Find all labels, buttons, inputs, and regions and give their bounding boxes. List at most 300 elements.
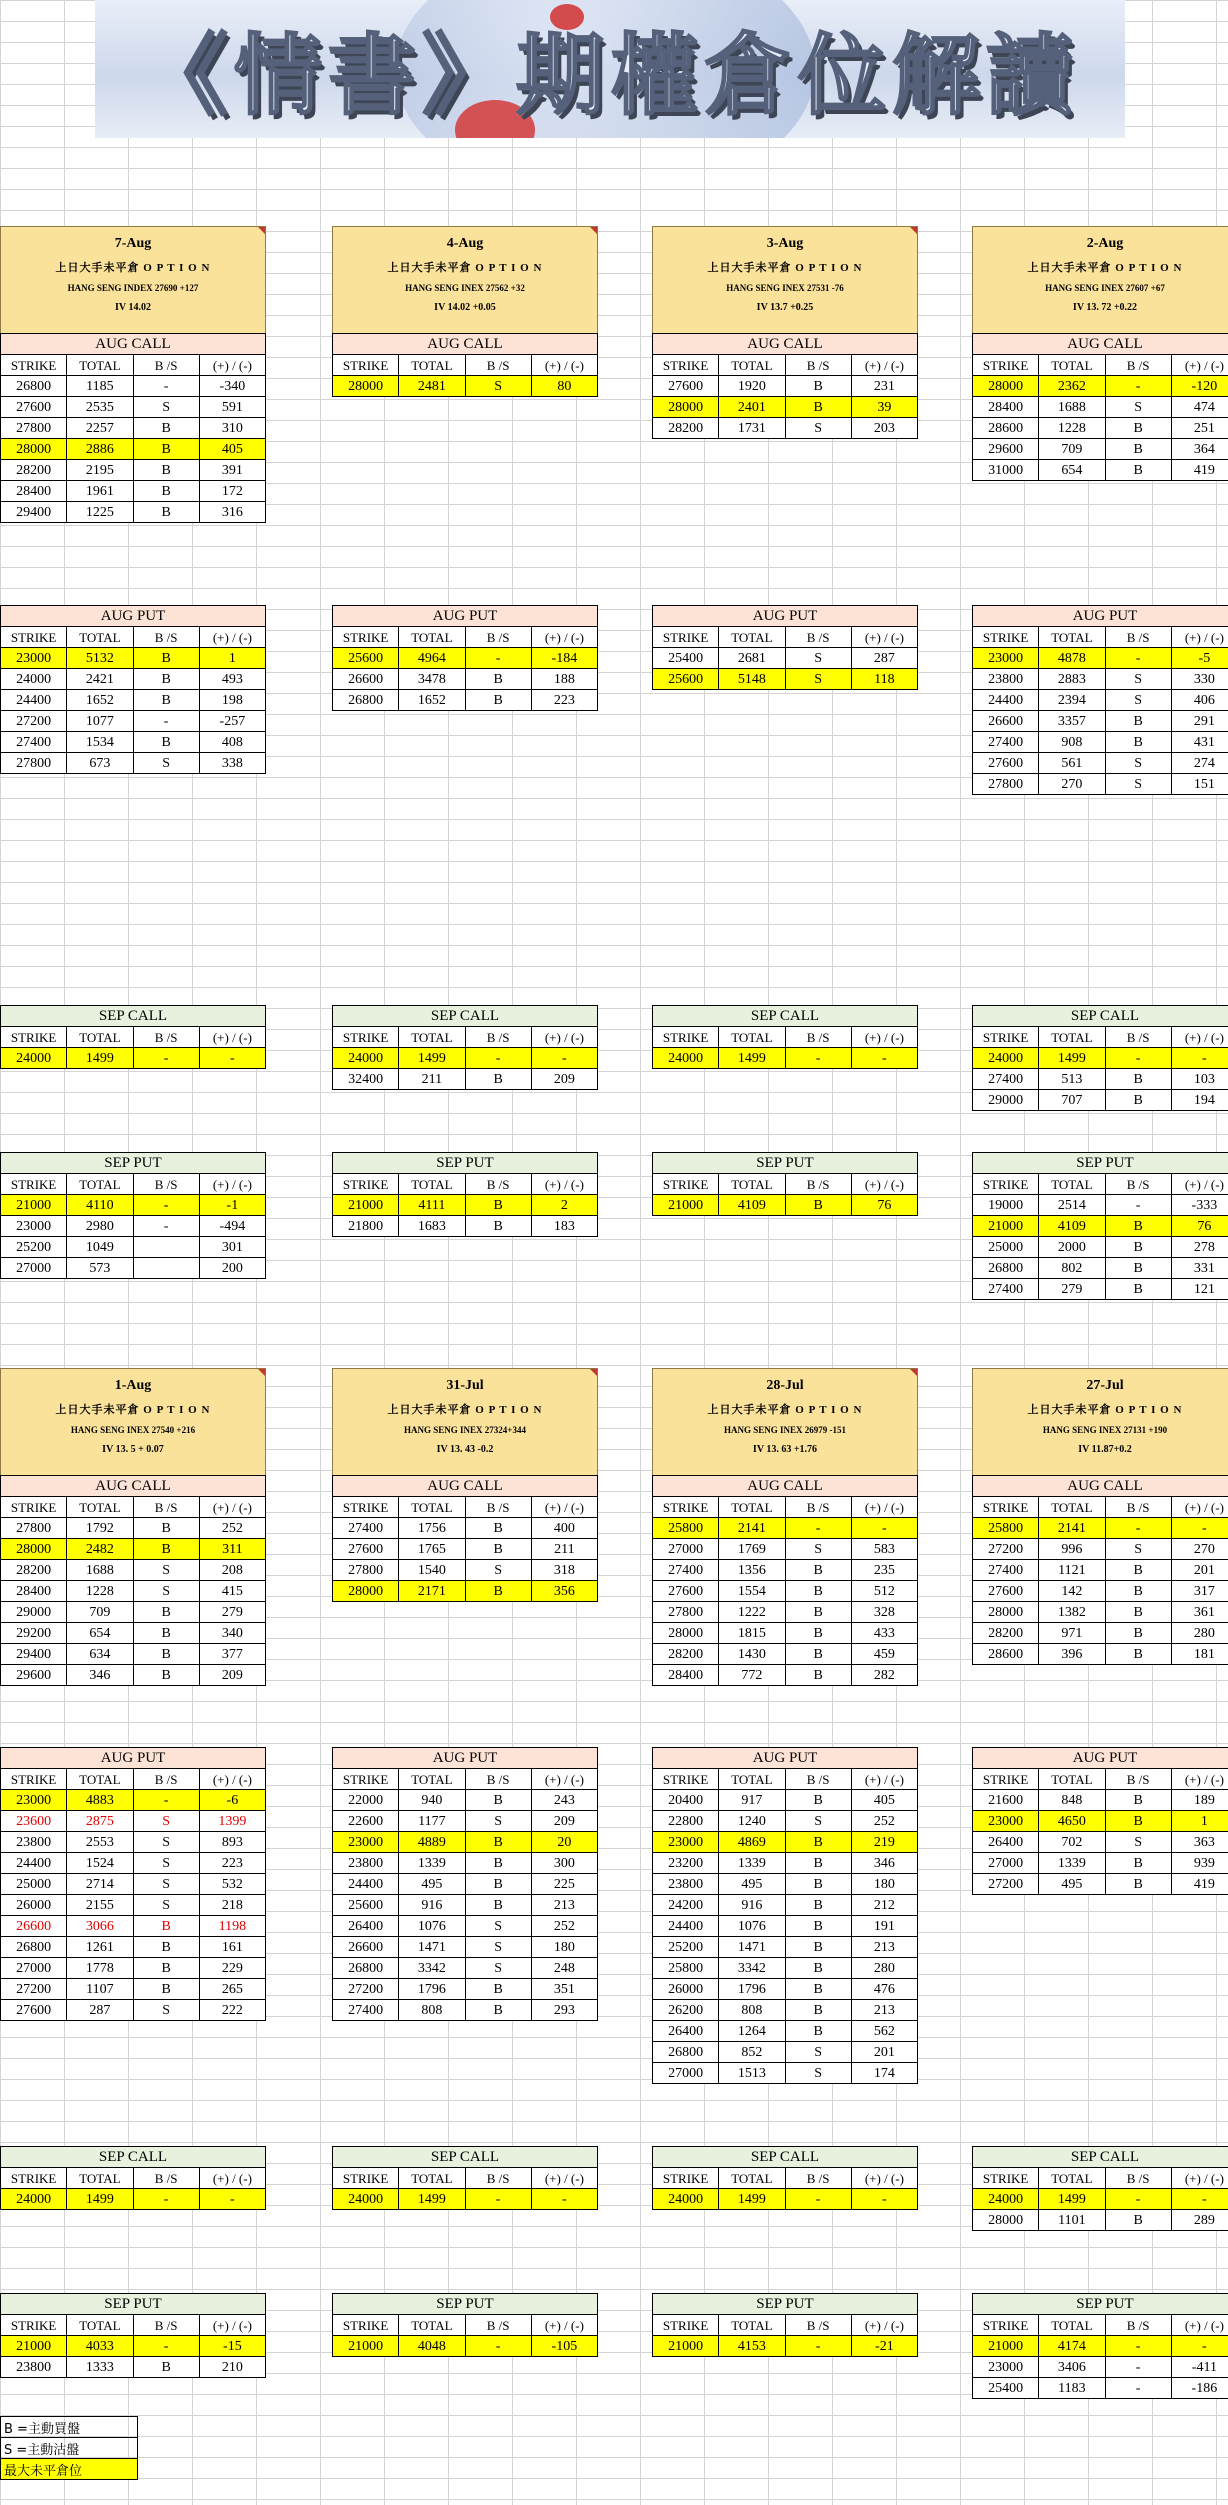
total-header: TOTAL — [1039, 1174, 1105, 1195]
table-title: AUG PUT — [333, 606, 598, 627]
bs-cell: S — [133, 1853, 199, 1874]
change-cell: 223 — [531, 690, 597, 711]
strike-header: STRIKE — [1, 1174, 67, 1195]
total-header: TOTAL — [719, 1027, 785, 1048]
change-cell: 317 — [1171, 1581, 1228, 1602]
strike-cell: 24400 — [1, 690, 67, 711]
bs-cell: B — [1105, 1874, 1171, 1895]
table-row — [973, 418, 1228, 439]
change-cell: 252 — [851, 1811, 917, 1832]
total-cell: 3357 — [1039, 711, 1105, 732]
strike-header: STRIKE — [1, 2315, 67, 2336]
strike-cell: 28000 — [653, 1623, 719, 1644]
change-header: (+) / (-) — [199, 1769, 265, 1790]
bs-header: B /S — [785, 355, 851, 376]
table-row — [1, 1937, 266, 1958]
table-row — [333, 376, 598, 397]
table-row — [333, 1560, 598, 1581]
table-row — [973, 1644, 1228, 1665]
change-cell: 172 — [199, 481, 265, 502]
strike-cell: 27600 — [973, 1581, 1039, 1602]
change-cell: 243 — [531, 1790, 597, 1811]
total-cell: 1961 — [67, 481, 133, 502]
total-cell: 808 — [399, 2000, 465, 2021]
change-cell: 1 — [199, 648, 265, 669]
bs-cell: B — [465, 1581, 531, 1602]
table-title: AUG PUT — [1, 1748, 266, 1769]
strike-header: STRIKE — [333, 1174, 399, 1195]
table-row — [1, 418, 266, 439]
column-header-row — [333, 1174, 598, 1195]
change-cell: - — [531, 2189, 597, 2210]
change-cell: 340 — [199, 1623, 265, 1644]
change-header: (+) / (-) — [199, 1174, 265, 1195]
change-cell: 318 — [531, 1560, 597, 1581]
table-row — [653, 1958, 918, 1979]
bs-cell: B — [1105, 1790, 1171, 1811]
bs-cell: B — [785, 1790, 851, 1811]
bs-cell — [133, 1258, 199, 1279]
bs-cell: B — [465, 669, 531, 690]
change-header: (+) / (-) — [531, 1497, 597, 1518]
table-row — [1, 648, 266, 669]
table-row — [333, 1874, 598, 1895]
total-cell: 1049 — [67, 1237, 133, 1258]
change-cell: -6 — [199, 1790, 265, 1811]
bs-cell: B — [133, 1518, 199, 1539]
strike-cell: 26800 — [333, 1958, 399, 1979]
change-header: (+) / (-) — [1171, 355, 1228, 376]
bs-cell: B — [785, 1665, 851, 1686]
strike-header: STRIKE — [1, 355, 67, 376]
total-header: TOTAL — [399, 1174, 465, 1195]
table-title: SEP PUT — [333, 2294, 598, 2315]
change-cell: 225 — [531, 1874, 597, 1895]
table-row — [653, 1518, 918, 1539]
strike-cell: 29000 — [1, 1602, 67, 1623]
bs-cell: B — [133, 502, 199, 523]
sep-call-table — [332, 1005, 598, 1090]
total-header: TOTAL — [399, 2168, 465, 2189]
bs-cell: B — [133, 1958, 199, 1979]
change-cell: 181 — [1171, 1644, 1228, 1665]
bs-cell: B — [133, 1937, 199, 1958]
strike-cell: 26800 — [333, 690, 399, 711]
change-cell: 391 — [199, 460, 265, 481]
table-row — [1, 1581, 266, 1602]
table-row — [973, 1623, 1228, 1644]
aug-put-table — [332, 1747, 598, 2021]
bs-header: B /S — [785, 1174, 851, 1195]
table-row — [973, 2189, 1228, 2210]
strike-cell: 24000 — [333, 2189, 399, 2210]
bs-cell: B — [1105, 1216, 1171, 1237]
strike-header: STRIKE — [973, 2315, 1039, 2336]
strike-cell: 23000 — [1, 648, 67, 669]
total-header: TOTAL — [1039, 1027, 1105, 1048]
total-cell: 1688 — [1039, 397, 1105, 418]
column-header-row — [333, 1769, 598, 1790]
strike-cell: 25800 — [653, 1958, 719, 1979]
change-header: (+) / (-) — [531, 2168, 597, 2189]
bs-cell: B — [785, 1853, 851, 1874]
hsi-line: HANG SENG INEX 27531 -76 — [726, 283, 844, 293]
total-cell: 4650 — [1039, 1811, 1105, 1832]
bs-cell: B — [465, 1853, 531, 1874]
total-cell: 1339 — [719, 1853, 785, 1874]
strike-cell: 27400 — [1, 732, 67, 753]
aug-call-table — [652, 1475, 918, 1686]
change-header: (+) / (-) — [1171, 1497, 1228, 1518]
table-row — [973, 711, 1228, 732]
sep-call-table — [972, 1005, 1228, 1111]
table-row — [1, 1216, 266, 1237]
total-cell: 634 — [67, 1644, 133, 1665]
total-cell: 1499 — [399, 2189, 465, 2210]
strike-header: STRIKE — [1, 1769, 67, 1790]
change-cell: 279 — [199, 1602, 265, 1623]
aug-call-table — [332, 1475, 598, 1602]
change-cell: 476 — [851, 1979, 917, 2000]
table-row — [1, 1644, 266, 1665]
change-cell: 493 — [199, 669, 265, 690]
total-cell: 1524 — [67, 1853, 133, 1874]
total-cell: 211 — [399, 1069, 465, 1090]
total-cell: 2155 — [67, 1895, 133, 1916]
bs-header: B /S — [465, 2168, 531, 2189]
bs-cell: B — [133, 1979, 199, 2000]
strike-header: STRIKE — [653, 627, 719, 648]
strike-cell: 24400 — [333, 1874, 399, 1895]
change-header: (+) / (-) — [199, 1027, 265, 1048]
change-cell: 211 — [531, 1539, 597, 1560]
strike-cell: 26200 — [653, 2000, 719, 2021]
bs-cell: B — [465, 1539, 531, 1560]
table-title: SEP PUT — [333, 1153, 598, 1174]
strike-cell: 25600 — [333, 648, 399, 669]
strike-header: STRIKE — [973, 627, 1039, 648]
table-row — [1, 2336, 266, 2357]
strike-cell: 24000 — [653, 1048, 719, 1069]
sep-call-table — [0, 2146, 266, 2210]
strike-header: STRIKE — [333, 2168, 399, 2189]
table-row — [653, 1853, 918, 1874]
strike-cell: 26600 — [973, 711, 1039, 732]
table-row — [973, 1048, 1228, 1069]
change-cell: 209 — [531, 1811, 597, 1832]
table-row — [653, 1195, 918, 1216]
aug-put-table — [972, 1747, 1228, 1895]
total-cell: 802 — [1039, 1258, 1105, 1279]
bs-header: B /S — [133, 1769, 199, 1790]
strike-cell: 24000 — [1, 669, 67, 690]
total-cell: 2553 — [67, 1832, 133, 1853]
strike-header: STRIKE — [333, 1497, 399, 1518]
sep-put-table — [332, 2293, 598, 2357]
strike-cell: 28400 — [1, 481, 67, 502]
bs-header: B /S — [465, 1027, 531, 1048]
strike-cell: 24000 — [973, 2189, 1039, 2210]
bs-cell: B — [1105, 1258, 1171, 1279]
total-cell: 4174 — [1039, 2336, 1105, 2357]
total-cell: 1792 — [67, 1518, 133, 1539]
bs-cell: S — [465, 1916, 531, 1937]
strike-cell: 26600 — [1, 1916, 67, 1937]
total-cell: 1499 — [1039, 1048, 1105, 1069]
total-cell: 1356 — [719, 1560, 785, 1581]
table-title: AUG PUT — [973, 1748, 1228, 1769]
column-header-row — [973, 355, 1228, 376]
column-header-row — [333, 1027, 598, 1048]
total-header: TOTAL — [719, 627, 785, 648]
total-cell: 4889 — [399, 1832, 465, 1853]
bs-header: B /S — [785, 1497, 851, 1518]
strike-cell: 23000 — [333, 1832, 399, 1853]
bs-header: B /S — [465, 1497, 531, 1518]
sep-call-table — [972, 2146, 1228, 2231]
table-row — [333, 1937, 598, 1958]
change-cell: 231 — [851, 376, 917, 397]
table-row — [1, 1853, 266, 1874]
change-cell: 406 — [1171, 690, 1228, 711]
column-header-row — [973, 1497, 1228, 1518]
table-row — [1, 376, 266, 397]
table-row — [1, 1560, 266, 1581]
sep-put-table — [972, 1152, 1228, 1300]
table-row — [333, 2000, 598, 2021]
change-header: (+) / (-) — [851, 1497, 917, 1518]
table-row — [973, 1279, 1228, 1300]
change-cell: 118 — [851, 669, 917, 690]
table-row — [1, 1979, 266, 2000]
strike-cell: 23000 — [1, 1216, 67, 1237]
table-title: SEP CALL — [653, 1006, 918, 1027]
strike-cell: 27800 — [1, 753, 67, 774]
strike-cell: 26800 — [653, 2042, 719, 2063]
banner-title: 《情書》期權倉位解讀 — [139, 24, 1080, 127]
bs-cell: B — [785, 1602, 851, 1623]
change-cell: 419 — [1171, 460, 1228, 481]
table-title: SEP PUT — [1, 1153, 266, 1174]
bs-cell: S — [785, 2063, 851, 2084]
day-header — [972, 226, 1228, 336]
total-cell: 1076 — [399, 1916, 465, 1937]
total-header: TOTAL — [719, 1497, 785, 1518]
bs-header: B /S — [133, 2315, 199, 2336]
bs-cell: B — [465, 1895, 531, 1916]
bs-cell: B — [1105, 711, 1171, 732]
change-cell: 180 — [851, 1874, 917, 1895]
total-cell: 4048 — [399, 2336, 465, 2357]
change-cell: 151 — [1171, 774, 1228, 795]
table-row — [653, 1895, 918, 1916]
bs-cell: S — [1105, 1539, 1171, 1560]
total-cell: 3478 — [399, 669, 465, 690]
bs-cell: - — [133, 1216, 199, 1237]
total-cell: 2714 — [67, 1874, 133, 1895]
total-header: TOTAL — [719, 2168, 785, 2189]
column-header-row — [653, 1497, 918, 1518]
change-header: (+) / (-) — [851, 2168, 917, 2189]
table-row — [333, 1539, 598, 1560]
total-cell: 1185 — [67, 376, 133, 397]
column-header-row — [973, 1769, 1228, 1790]
bs-header: B /S — [1105, 2168, 1171, 2189]
bs-cell: - — [465, 2336, 531, 2357]
table-row — [1, 2357, 266, 2378]
change-cell: 188 — [531, 669, 597, 690]
total-cell: 1513 — [719, 2063, 785, 2084]
change-cell: -1 — [199, 1195, 265, 1216]
change-header: (+) / (-) — [851, 1027, 917, 1048]
change-cell: 291 — [1171, 711, 1228, 732]
table-row — [1, 669, 266, 690]
bs-cell: S — [133, 397, 199, 418]
total-cell: 4110 — [67, 1195, 133, 1216]
table-row — [973, 376, 1228, 397]
table-row — [653, 1665, 918, 1686]
strike-cell: 27800 — [333, 1560, 399, 1581]
strike-cell: 27600 — [333, 1539, 399, 1560]
total-cell: 848 — [1039, 1790, 1105, 1811]
sep-put-table — [972, 2293, 1228, 2399]
change-header: (+) / (-) — [1171, 627, 1228, 648]
change-cell: -340 — [199, 376, 265, 397]
bs-cell: B — [1105, 439, 1171, 460]
strike-cell: 23000 — [973, 2357, 1039, 2378]
iv-line: IV 13. 5 + 0.07 — [102, 1444, 164, 1455]
total-cell: 4153 — [719, 2336, 785, 2357]
total-cell: 4109 — [1039, 1216, 1105, 1237]
strike-cell: 26400 — [653, 2021, 719, 2042]
change-cell: - — [1171, 2336, 1228, 2357]
change-cell: 270 — [1171, 1539, 1228, 1560]
bs-cell: B — [1105, 1237, 1171, 1258]
total-cell: 1076 — [719, 1916, 785, 1937]
column-header-row — [653, 1769, 918, 1790]
strike-header: STRIKE — [973, 1027, 1039, 1048]
strike-cell: 28000 — [333, 376, 399, 397]
total-cell: 1228 — [1039, 418, 1105, 439]
change-cell: 213 — [851, 1937, 917, 1958]
day-date: 4-Aug — [446, 236, 484, 251]
change-cell: 203 — [851, 418, 917, 439]
strike-cell: 28600 — [973, 418, 1039, 439]
strike-cell: 28400 — [1, 1581, 67, 1602]
change-header: (+) / (-) — [199, 627, 265, 648]
table-title: SEP CALL — [653, 2147, 918, 2168]
total-cell: 1339 — [1039, 1853, 1105, 1874]
sep-put-table — [652, 1152, 918, 1216]
table-row — [1, 1195, 266, 1216]
table-row — [653, 1602, 918, 1623]
strike-header: STRIKE — [973, 1497, 1039, 1518]
total-header: TOTAL — [67, 355, 133, 376]
change-cell: 194 — [1171, 1090, 1228, 1111]
change-cell: 1198 — [199, 1916, 265, 1937]
change-cell: 328 — [851, 1602, 917, 1623]
change-cell: 280 — [1171, 1623, 1228, 1644]
bs-cell: - — [1105, 2189, 1171, 2210]
strike-cell: 28200 — [653, 1644, 719, 1665]
strike-cell: 24000 — [1, 1048, 67, 1069]
strike-cell: 27200 — [973, 1539, 1039, 1560]
total-header: TOTAL — [67, 627, 133, 648]
table-row — [333, 2336, 598, 2357]
total-cell: 2886 — [67, 439, 133, 460]
hsi-line: HANG SENG INEX 27131 +190 — [1042, 1425, 1168, 1435]
table-row — [653, 2336, 918, 2357]
aug-put-table — [0, 1747, 266, 2021]
table-row — [1, 1811, 266, 1832]
total-cell: 2141 — [719, 1518, 785, 1539]
strike-cell: 26000 — [1, 1895, 67, 1916]
strike-header: STRIKE — [653, 1769, 719, 1790]
table-title: SEP CALL — [333, 2147, 598, 2168]
strike-header: STRIKE — [973, 1174, 1039, 1195]
total-header: TOTAL — [1039, 627, 1105, 648]
total-cell: 1731 — [719, 418, 785, 439]
strike-cell: 25200 — [653, 1937, 719, 1958]
total-header: TOTAL — [1039, 1497, 1105, 1518]
total-header: TOTAL — [67, 1027, 133, 1048]
total-cell: 709 — [67, 1602, 133, 1623]
total-cell: 917 — [719, 1790, 785, 1811]
day-date: 2-Aug — [1086, 236, 1124, 251]
strike-header: STRIKE — [333, 2315, 399, 2336]
strike-cell: 25800 — [653, 1518, 719, 1539]
table-row — [973, 460, 1228, 481]
total-cell: 4964 — [399, 648, 465, 669]
day-date: 28-Jul — [766, 1378, 804, 1393]
bs-cell — [133, 1237, 199, 1258]
change-cell: 274 — [1171, 753, 1228, 774]
strike-cell: 29400 — [1, 1644, 67, 1665]
strike-cell: 26800 — [1, 376, 67, 397]
hsi-line: HANG SENG INEX 26979 -151 — [723, 1425, 846, 1435]
table-title: AUG CALL — [653, 334, 918, 355]
day-date: 31-Jul — [446, 1378, 484, 1393]
table-row — [333, 1518, 598, 1539]
table-row — [973, 1195, 1228, 1216]
day-date: 27-Jul — [1086, 1378, 1124, 1393]
table-row — [653, 2063, 918, 2084]
strike-cell: 29600 — [973, 439, 1039, 460]
bs-cell: S — [465, 1811, 531, 1832]
table-row — [973, 1069, 1228, 1090]
total-cell: 4869 — [719, 1832, 785, 1853]
table-title: SEP PUT — [653, 2294, 918, 2315]
table-row — [1, 1790, 266, 1811]
day-header — [652, 1368, 918, 1478]
change-cell: 180 — [531, 1937, 597, 1958]
table-row — [973, 1090, 1228, 1111]
change-cell: -186 — [1171, 2378, 1228, 2399]
change-cell: 103 — [1171, 1069, 1228, 1090]
bs-cell: S — [1105, 774, 1171, 795]
hsi-line: HANG SENG INEX 27607 +67 — [1045, 283, 1165, 293]
option-title: 上日大手未平倉 O P T I O N — [707, 1404, 863, 1416]
table-row — [1, 1665, 266, 1686]
table-row — [1, 481, 266, 502]
change-header: (+) / (-) — [531, 355, 597, 376]
total-header: TOTAL — [719, 1769, 785, 1790]
change-cell: 346 — [851, 1853, 917, 1874]
change-cell: 201 — [1171, 1560, 1228, 1581]
bs-header: B /S — [1105, 1769, 1171, 1790]
total-cell: 1101 — [1039, 2210, 1105, 2231]
bs-cell: S — [133, 1874, 199, 1895]
